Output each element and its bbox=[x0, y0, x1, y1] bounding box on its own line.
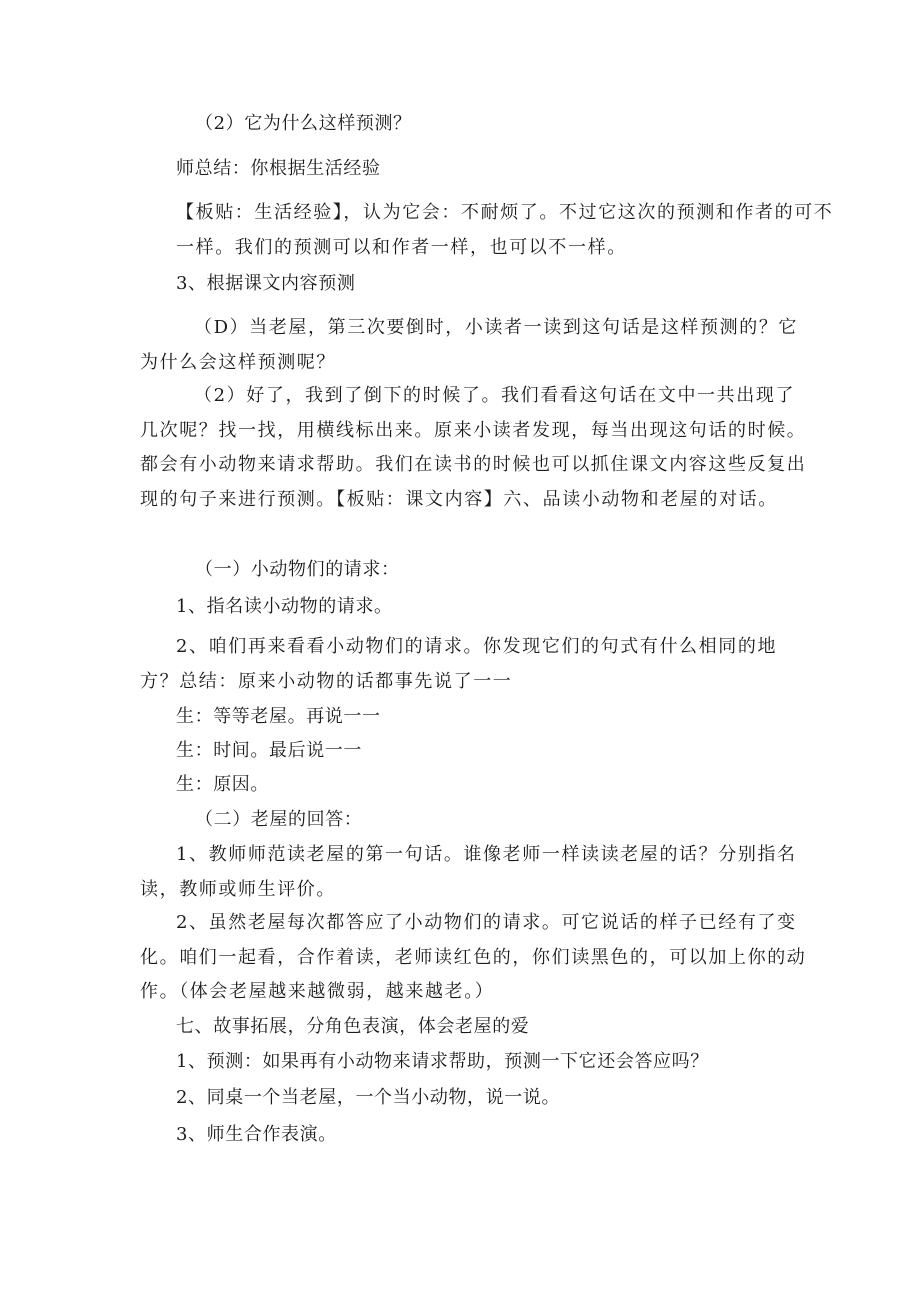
heading-predict-by-text: 3、根据课文内容预测 bbox=[176, 273, 356, 294]
heading-story-extension: 七、故事拓展，分角色表演，体会老屋的爱 bbox=[176, 1016, 530, 1037]
paragraph-board-life-experience: 【板贴：生活经验】，认为它会：不耐烦了。不过它这次的预测和作者的可不一样。我们的预测可以和作者一样，也可以不一样。 bbox=[176, 202, 834, 258]
paragraph-d-third-fall: （D）当老屋，第三次要倒时，小读者一读到这句话是这样预测的？它为什么会这样预测呢？ bbox=[140, 317, 799, 373]
paragraph-3-perform: 3、师生合作表演。 bbox=[176, 1124, 337, 1145]
heading-house-answers: （二）老屋的回答： bbox=[195, 809, 363, 830]
paragraph-1-teacher-reading: 1、教师师范读老屋的第一句话。谁像老师一样读读老屋的话？分别指名读，教师或师生评价。 bbox=[140, 844, 797, 900]
paragraph-1-read-requests: 1、指名读小动物的请求。 bbox=[176, 596, 393, 617]
paragraph-teacher-summary: 师总结：你根据生活经验 bbox=[176, 158, 381, 179]
paragraph-student-3: 生：原因。 bbox=[176, 774, 269, 795]
paragraph-1-predict: 1、预测：如果再有小动物来请求帮助，预测一下它还会答应吗？ bbox=[176, 1051, 709, 1072]
paragraph-q2-why: （2）它为什么这样预测？ bbox=[195, 113, 412, 134]
paragraph-2-house-changes: 2、虽然老屋每次都答应了小动物们的请求。可它说话的样子已经有了变化。咱们一起看，合作着读，老师读红色的，你们读黑色的，可以加上你的动作。（体会老屋越来越微弱，越来越老。） bbox=[140, 912, 807, 1002]
paragraph-student-2: 生：时间。最后说一一 bbox=[176, 740, 362, 761]
paragraph-2-pair-roles: 2、同桌一个当老屋，一个当小动物，说一说。 bbox=[176, 1087, 561, 1108]
paragraph-student-1: 生：等等老屋。再说一一 bbox=[176, 706, 381, 727]
paragraph-2-sentence-pattern: 2、咱们再来看看小动物们的请求。你发现它们的句式有什么相同的地方？总结：原来小动物的话都事先说了一一 bbox=[140, 636, 778, 692]
heading-animal-requests: （一）小动物们的请求： bbox=[195, 559, 400, 580]
paragraph-2-repeated-sentence: （2）好了，我到了倒下的时候了。我们看看这句话在文中一共出现了几次呢？找一找，用横线标出来。原来小读者发现，每当出现这句话的时候。都会有小动物来请求帮助。我们在读书的时候也可以抓住课文内容这些反复出现的句子来进行预测。【板贴：课文内容】六、品读小动物和老屋的对话。 bbox=[140, 385, 807, 510]
